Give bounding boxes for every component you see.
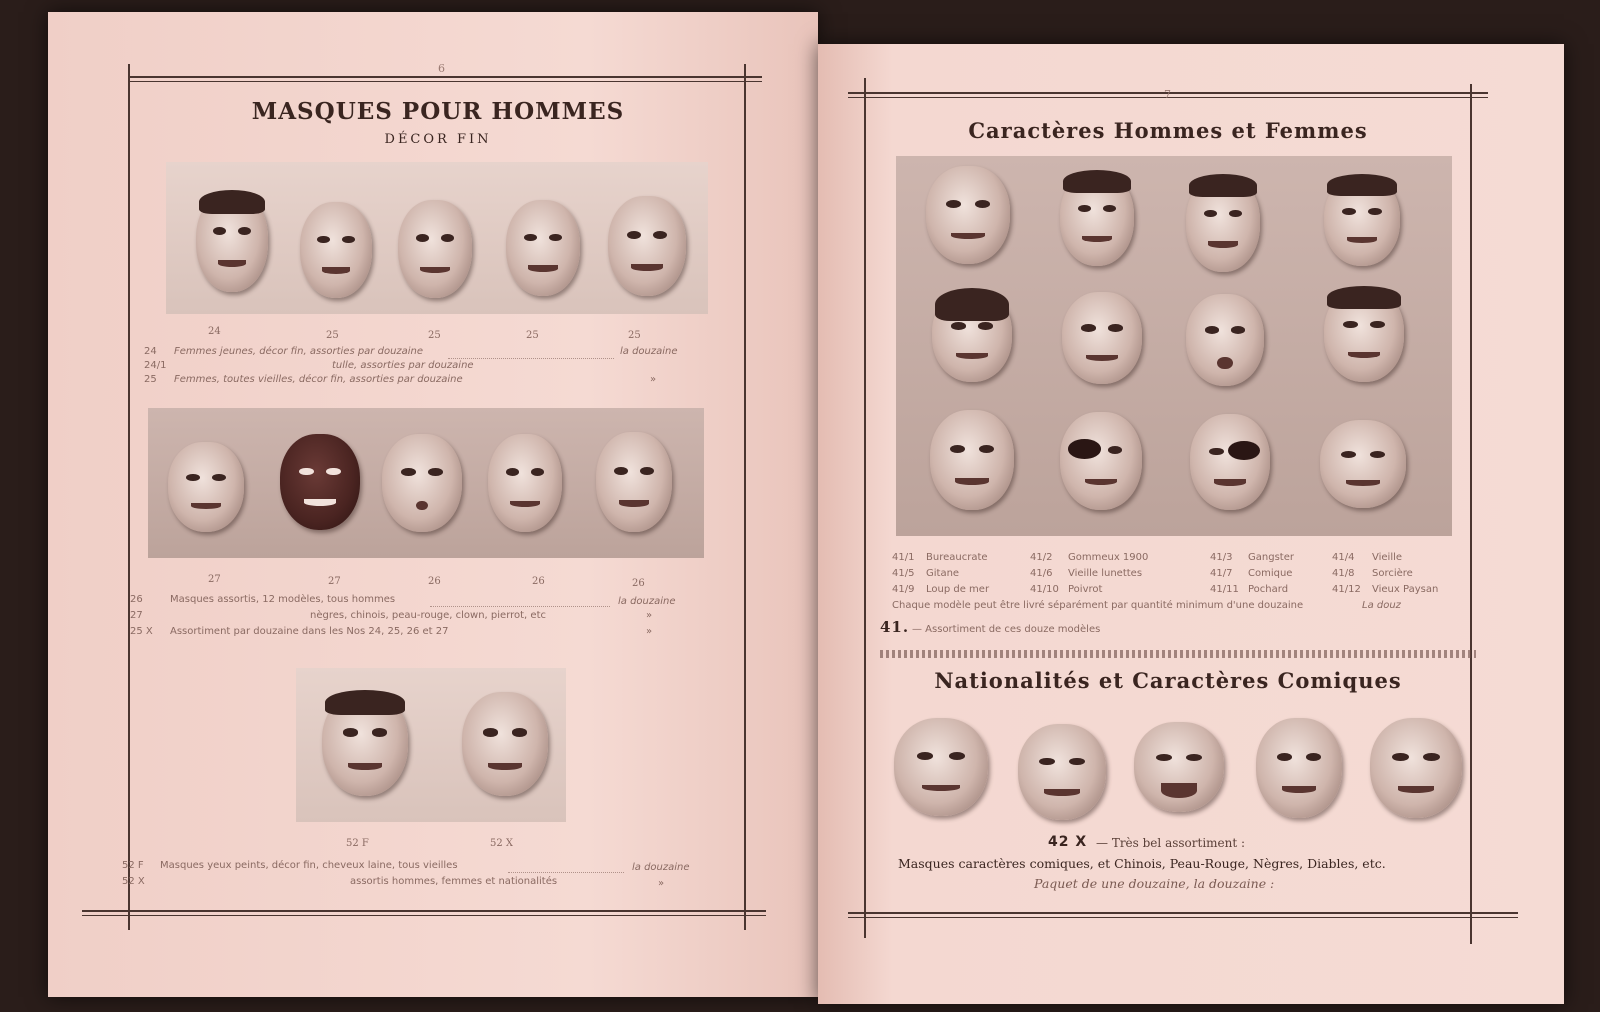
page-number: 6: [438, 62, 445, 75]
section-title: Nationalités et Caractères Comiques: [934, 668, 1402, 693]
item-unit: »: [646, 610, 653, 621]
mask-number: 25: [428, 330, 441, 341]
item-unit: la douzaine: [632, 862, 690, 873]
mask-image: [894, 718, 988, 816]
mask-image: [462, 692, 548, 796]
bottom-rule-thin: [848, 917, 1518, 918]
mask-image: [596, 432, 672, 532]
mask-image: [1320, 420, 1406, 508]
left-border-rule: [128, 64, 130, 930]
legend-name: Sorcière: [1372, 568, 1413, 579]
mask-image: [1186, 294, 1264, 386]
legend-code: 41/10: [1030, 584, 1059, 595]
mask-number: 26: [632, 578, 645, 589]
mask-image: [1324, 288, 1404, 382]
item-unit: »: [650, 374, 657, 385]
wavy-divider: [880, 650, 1476, 658]
item-code: 25 X: [130, 626, 153, 637]
mask-photo-grid: [896, 156, 1452, 536]
mask-number: 27: [328, 576, 341, 587]
item-code: 26: [130, 594, 143, 605]
item-42-line3: Paquet de une douzaine, la douzaine :: [1034, 876, 1275, 891]
legend-code: 41/3: [1210, 552, 1233, 563]
mask-photo-row-1: [166, 162, 708, 314]
legend-note: Chaque modèle peut être livré séparément par quantité minimum d'une douzaine: [892, 600, 1304, 611]
item-42-text: — Très bel assortiment :: [1096, 836, 1246, 850]
left-page: [48, 12, 818, 997]
legend-note-unit: La douz: [1362, 600, 1401, 611]
item-code: 24/1: [144, 360, 167, 371]
dot-leader: [448, 358, 614, 359]
item-text: Masques yeux peints, décor fin, cheveux laine, tous vieilles: [160, 860, 458, 871]
mask-image: [398, 200, 472, 298]
legend-code: 41/12: [1332, 584, 1361, 595]
item-unit: la douzaine: [620, 346, 678, 357]
mask-image: [932, 290, 1012, 382]
mask-number: 27: [208, 574, 221, 585]
item-41-code: 41.: [880, 618, 910, 636]
legend-name: Comique: [1248, 568, 1293, 579]
legend-name: Vieille: [1372, 552, 1403, 563]
mask-image: [300, 202, 372, 298]
legend-name: Vieille lunettes: [1068, 568, 1143, 579]
legend-name: Loup de mer: [926, 584, 990, 595]
item-unit: la douzaine: [618, 596, 676, 607]
mask-image: [488, 434, 562, 532]
left-border-rule: [864, 78, 866, 938]
top-rule: [130, 76, 762, 78]
mask-image: [1018, 724, 1106, 820]
legend-code: 41/6: [1030, 568, 1053, 579]
bottom-rule-thin: [82, 915, 766, 916]
mask-image: [280, 434, 360, 530]
item-code: 52 F: [122, 860, 144, 871]
legend-code: 41/5: [892, 568, 915, 579]
legend-code: 41/11: [1210, 584, 1239, 595]
legend-name: Pochard: [1248, 584, 1289, 595]
item-code: 24: [144, 346, 157, 357]
mask-image: [1134, 722, 1224, 812]
legend-name: Bureaucrate: [926, 552, 988, 563]
item-41-text: — Assortiment de ces douze modèles: [912, 624, 1101, 635]
mask-photo-nationalities: [888, 708, 1472, 824]
mask-image: [382, 434, 462, 532]
item-text: nègres, chinois, peau-rouge, clown, pierrot, etc: [310, 610, 546, 621]
page-subtitle: DÉCOR FIN: [384, 132, 492, 147]
mask-image: [506, 200, 580, 296]
bottom-rule: [848, 912, 1518, 914]
dot-leader: [430, 606, 610, 607]
legend-name: Vieux Paysan: [1372, 584, 1439, 595]
mask-number: 52 F: [346, 838, 369, 849]
mask-image: [1256, 718, 1342, 818]
mask-image: [1186, 176, 1260, 272]
item-text: Femmes, toutes vieilles, décor fin, assorties par douzaine: [174, 374, 463, 385]
mask-image: [1324, 176, 1400, 266]
item-code: 25: [144, 374, 157, 385]
legend-code: 41/7: [1210, 568, 1233, 579]
legend-code: 41/9: [892, 584, 915, 595]
legend-code: 41/2: [1030, 552, 1053, 563]
page-title: MASQUES POUR HOMMES: [251, 98, 625, 125]
item-42-code: 42 X: [1048, 834, 1088, 850]
legend-name: Gitane: [926, 568, 960, 579]
item-42-line2: Masques caractères comiques, et Chinois, Peau-Rouge, Nègres, Diables, etc.: [898, 856, 1386, 871]
right-page: [818, 44, 1564, 1004]
mask-number: 25: [526, 330, 539, 341]
mask-image: [1062, 292, 1142, 384]
mask-image: [608, 196, 686, 296]
mask-photo-row-3: [296, 668, 566, 822]
mask-image: [1370, 718, 1462, 818]
mask-image: [926, 166, 1010, 264]
mask-image: [322, 692, 408, 796]
legend-name: Gangster: [1248, 552, 1294, 563]
mask-image: [168, 442, 244, 532]
page-number: 7: [1164, 88, 1171, 101]
mask-number: 25: [628, 330, 641, 341]
legend-code: 41/1: [892, 552, 915, 563]
mask-image: [1060, 412, 1142, 510]
mask-number: 52 X: [490, 838, 514, 849]
item-text: Assortiment par douzaine dans les Nos 24, 25, 26 et 27: [170, 626, 449, 637]
item-text: assortis hommes, femmes et nationalités: [350, 876, 558, 887]
mask-number: 26: [428, 576, 441, 587]
item-text: Femmes jeunes, décor fin, assorties par douzaine: [174, 346, 424, 357]
dot-leader: [508, 872, 624, 873]
legend-code: 41/4: [1332, 552, 1355, 563]
mask-image: [196, 192, 268, 292]
item-unit: »: [658, 878, 665, 889]
item-code: 27: [130, 610, 143, 621]
top-rule-thin: [130, 81, 762, 82]
mask-photo-row-2: [148, 408, 704, 558]
legend-name: Poivrot: [1068, 584, 1103, 595]
mask-image: [930, 410, 1014, 510]
item-text: tulle, assorties par douzaine: [332, 360, 474, 371]
mask-image: [1060, 172, 1134, 266]
mask-number: 26: [532, 576, 545, 587]
legend-name: Gommeux 1900: [1068, 552, 1149, 563]
legend-code: 41/8: [1332, 568, 1355, 579]
right-border-rule: [744, 64, 746, 930]
item-code: 52 X: [122, 876, 145, 887]
page-title: Caractères Hommes et Femmes: [968, 118, 1368, 143]
item-unit: »: [646, 626, 653, 637]
mask-image: [1190, 414, 1270, 510]
mask-number: 25: [326, 330, 339, 341]
mask-number: 24: [208, 326, 221, 337]
item-text: Masques assortis, 12 modèles, tous hommes: [170, 594, 396, 605]
bottom-rule: [82, 910, 766, 912]
